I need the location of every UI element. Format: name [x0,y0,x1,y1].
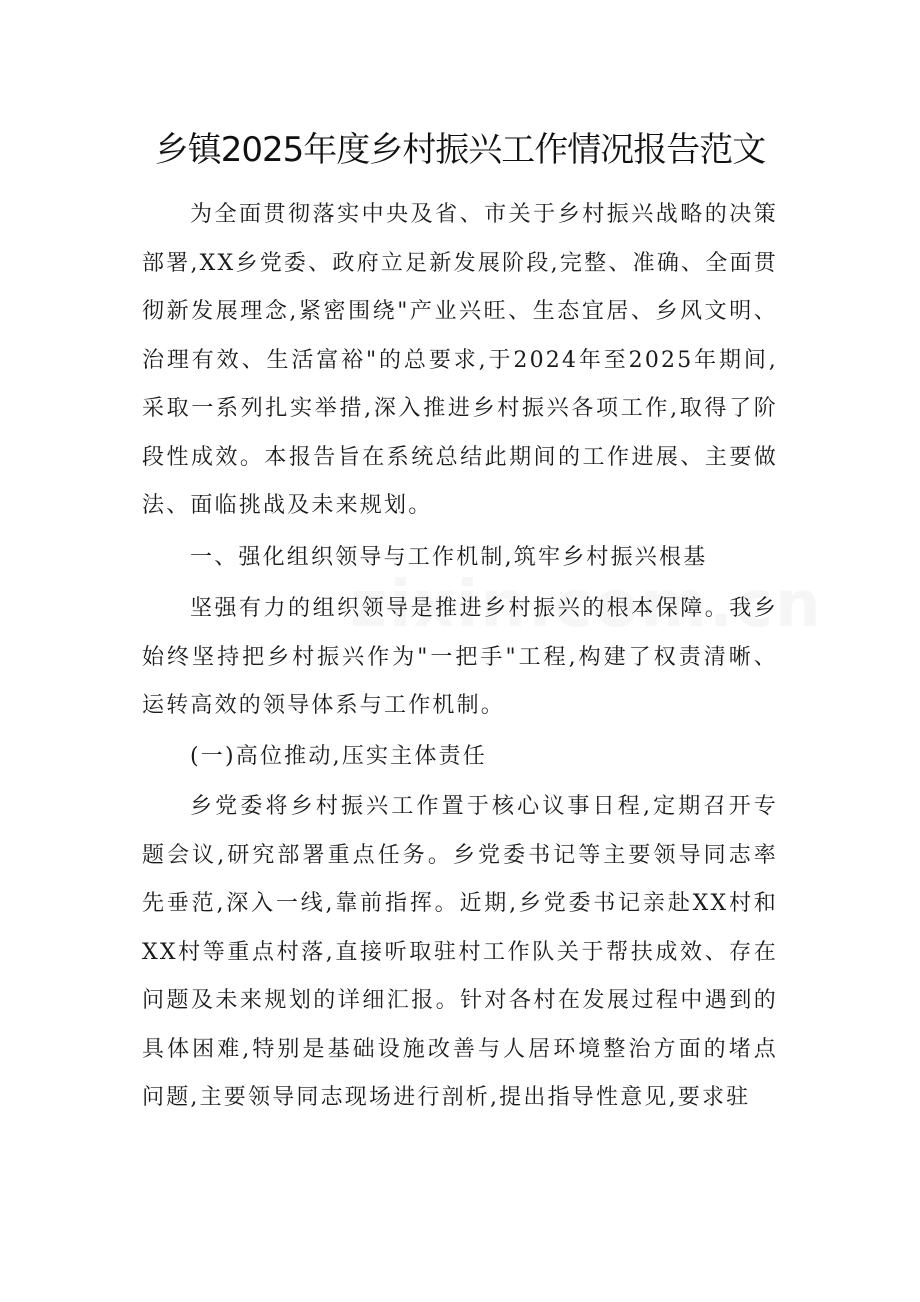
subsection-1-paragraph: 乡党委将乡村振兴工作置于核心议事日程,定期召开专题会议,研究部署重点任务。乡党委书记等主要领导同志率先垂范,深入一线,靠前指挥。近期,乡党委书记亲赴XX村和XX村等重点村落,直接听取驻村工作队关于帮扶成效、存在问题及未来规划的详细汇报。针对各村在发展过程中遇到的具体困难,特别是基础设施改善与人居环境整治方面的堵点问题,主要领导同志现场进行剖析,提出指导性意见,要求驻 [142,794,778,1110]
subsection-1-heading: (一)高位推动,压实主体责任 [190,743,487,769]
section-1-heading: 一、强化组织领导与工作机制,筑牢乡村振兴根基 [190,544,708,570]
section-1-paragraph: 坚强有力的组织领导是推进乡村振兴的根本保障。我乡始终坚持把乡村振兴作为"一把手"工程,构建了权责清晰、运转高效的领导体系与工作机制。 [142,596,778,718]
document-title: 乡镇2025年度乡村振兴工作情况报告范文 [154,130,766,170]
document-body [142,191,778,1123]
intro-paragraph: 为全面贯彻落实中央及省、市关于乡村振兴战略的决策部署,XX乡党委、政府立足新发展阶段,完整、准确、全面贯彻新发展理念,紧密围绕"产业兴旺、生态宜居、乡风文明、治理有效、生活富裕"的总要求,于2024年至2025年期间,采取一系列扎实举措,深入推进乡村振兴各项工作,取得了阶段性成效。本报告旨在系统总结此期间的工作进展、主要做法、面临挑战及未来规划。 [142,202,778,518]
